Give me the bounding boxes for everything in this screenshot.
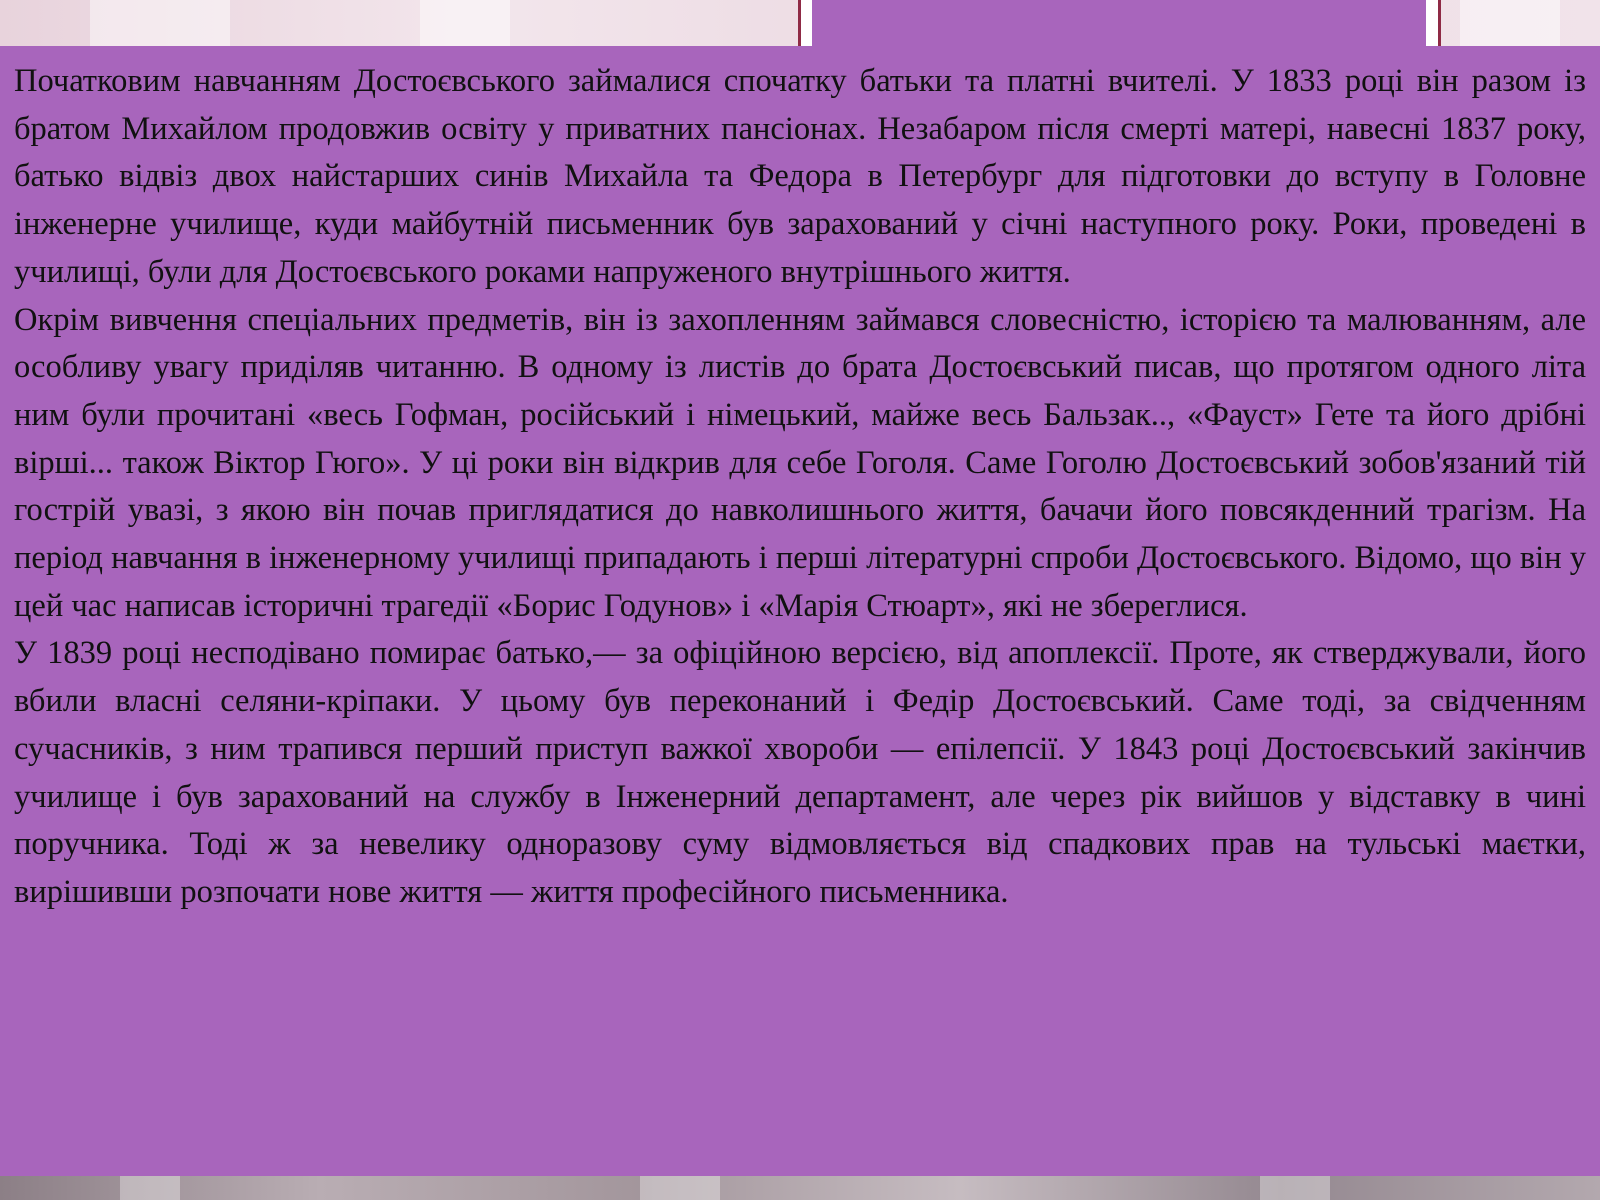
top-light-streak — [1460, 0, 1560, 46]
top-light-streak — [90, 0, 230, 46]
top-light-streak — [420, 0, 510, 46]
paragraph-father-death-career: У 1839 році несподівано помирає батько,— за офіційною версією, від апоплексії. Проте, як стверджували, його вбили власні селяни-кріпаки. У цьому був переконаний і Федір Достоєвський. Саме тоді, за свідченням сучасників, з ним трапився перший приступ важкої хвороби — епілепсії. У 1843 році Достоєвський закінчив училище і був зарахований на службу в Інженерний департамент, але через рік вийшов у відставку в чині поручника. Тоді ж за невелику одноразову суму відмовляється від спадкових прав на тульські маєтки, вирішивши розпочати нове життя — життя професійного письменника. — [14, 635, 1586, 910]
top-divider-gap — [1426, 0, 1438, 46]
paragraph-childhood-education: Початковим навчанням Достоєвського займалися спочатку батьки та платні вчителі. У 1833 році він разом із братом Михайлом продовжив освіту у приватних пансіонах. Незабаром після смерті матері, навесні 1837 року, батько відвіз двох найстарших синів Михайла та Федора в Петербург для підготовки до вступу в Головне інженерне училище, куди майбутній письменник був зарахований у січні наступного року. Роки, проведені в училищі, були для Достоєвського роками напруженого внутрішнього життя. — [14, 63, 1586, 290]
body-text — [14, 58, 1586, 917]
paragraph-reading-interests: Окрім вивчення спеціальних предметів, він із захопленням займався словесністю, історією та малюванням, але особливу увагу приділяв читанню. В одному із листів до брата Достоєвський писав, що протягом одного літа ним були прочитані «весь Гофман, російський і німецький, майже весь Бальзак.., «Фауст» Гете та його дрібні вірші... також Віктор Гюго». У ці роки він відкрив для себе Гоголя. Саме Гоголю Достоєвський зобов'язаний тій гострій увазі, з якою він почав приглядатися до навколишнього життя, бачачи його повсякденний трагізм. На період навчання в інженерному училищі припадають і перші літературні спроби Достоєвського. Відомо, що він у цей час написав історичні трагедії «Борис Годунов» і «Марія Стюарт», які не збереглися. — [14, 301, 1586, 624]
top-divider-line — [1438, 0, 1441, 46]
bottom-light-streak — [640, 1176, 720, 1200]
bottom-light-streak — [1260, 1176, 1330, 1200]
bottom-light-streak — [120, 1176, 180, 1200]
bottom-decorative-band — [0, 1176, 1600, 1200]
top-tab-block — [812, 0, 1426, 46]
